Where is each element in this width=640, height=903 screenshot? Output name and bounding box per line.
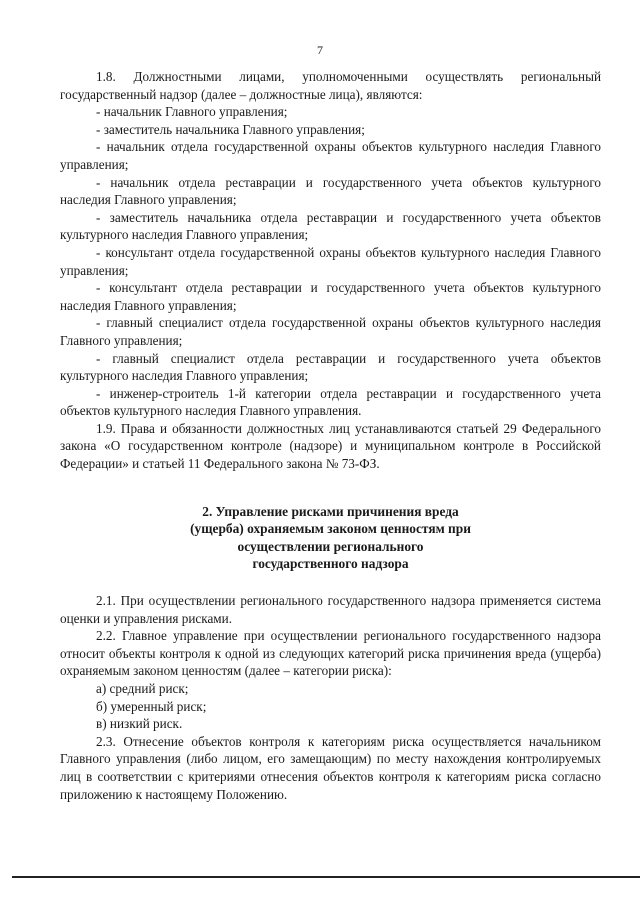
list-item-restoration-head: - начальник отдела реставрации и государственного учета объектов культурного наследия Главного управления; <box>60 174 601 208</box>
paragraph-2-3: 2.3. Отнесение объектов контроля к категориям риска осуществляется начальником Главного управления (либо лицом, его замещающим) по месту нахождения контролируемых лиц в соответствии с критериями отнесения объектов контроля к категориям риска согласно приложению к настоящему Положению. <box>60 733 601 802</box>
list-item-engineer: - инженер-строитель 1-й категории отдела реставрации и государственного учета объектов культурного наследия Главного управления. <box>60 385 601 419</box>
heading-line-2: (ущерба) охраняемым законом ценностям при <box>190 521 471 537</box>
list-item-restoration-consultant: - консультант отдела реставрации и государственного учета объектов культурного наследия Главного управления; <box>60 280 601 313</box>
page-bottom-line <box>12 876 640 878</box>
document-body <box>60 68 601 803</box>
paragraph-1-9: 1.9. Права и обязанности должностных лиц устанавливаются статьей 29 Федерального закона «О государственном контроле (надзоре) и муниципальном контроле в Российской Федерации» и статьей 11 Федерального закона № 73-ФЗ. <box>60 420 601 472</box>
list-item-low-risk: в) низкий риск. <box>96 716 183 732</box>
heading-line-3: осуществлении регионального <box>237 538 424 554</box>
list-item-protection-consultant: - консультант отдела государственной охраны объектов культурного наследия Главного управления; <box>60 244 601 278</box>
list-item-moderate-risk: б) умеренный риск; <box>96 698 207 714</box>
heading-line-1: 2. Управление рисками причинения вреда <box>202 503 459 519</box>
heading-line-4: государственного надзора <box>252 556 409 572</box>
list-item-deputy-head: - заместитель начальника Главного управления; <box>96 121 365 137</box>
list-item-restoration-specialist: - главный специалист отдела реставрации и государственного учета объектов культурного наследия Главного управления; <box>60 350 601 384</box>
section-2-heading <box>60 503 601 573</box>
list-item-medium-risk: а) средний риск; <box>96 681 189 696</box>
paragraph-2-1: 2.1. При осуществлении регионального государственного надзора применяется система оценки и управления рисками. <box>60 593 601 626</box>
paragraph-2-2: 2.2. Главное управление при осуществлении регионального государственного надзора относит объекты контроля к одной из следующих категорий риска причинения вреда (ущерба) охраняемым законом ценностям (далее – категории риска): <box>60 628 601 679</box>
list-item-head: - начальник Главного управления; <box>96 104 288 120</box>
list-item-restoration-deputy: - заместитель начальника отдела реставрации и государственного учета объектов культурного наследия Главного управления; <box>60 209 601 243</box>
list-item-protection-head: - начальник отдела государственной охраны объектов культурного наследия Главного управления; <box>60 139 601 172</box>
paragraph-1-8: 1.8. Должностными лицами, уполномоченными осуществлять региональный государственный надзор (далее – должностные лица), являются: <box>60 69 601 102</box>
list-item-protection-specialist: - главный специалист отдела государственной охраны объектов культурного наследия Главного управления; <box>60 315 601 348</box>
page-number: 7 <box>317 43 323 57</box>
